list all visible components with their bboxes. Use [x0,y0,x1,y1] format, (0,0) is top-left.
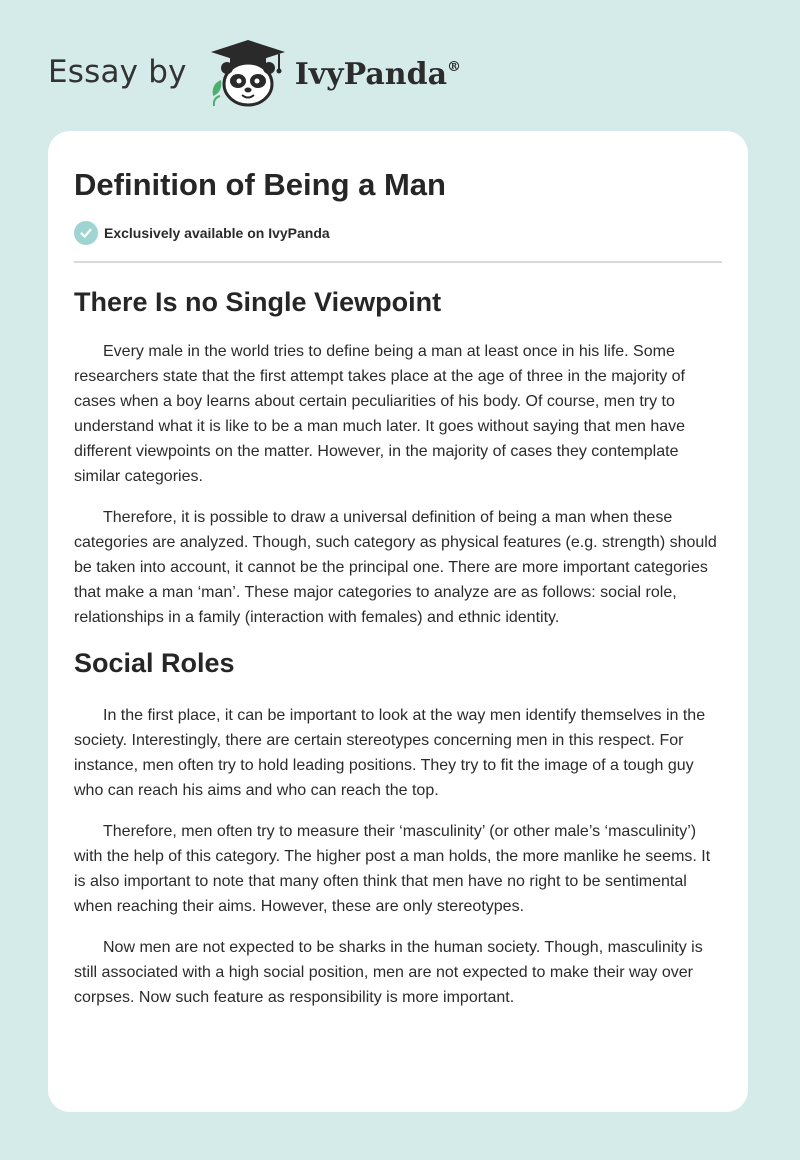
panda-logo-icon[interactable] [205,36,291,108]
essay-by-label: Essay by [48,54,187,90]
paragraph: Now men are not expected to be sharks in the human society. Though, masculinity is still associated with a high social position, men are not expected to make their way over corpses. Now such feature as responsibility is more important. [74,939,703,1006]
divider [74,261,722,263]
section-heading: Social Roles [74,648,235,678]
site-header [48,36,461,108]
paragraph: In the first place, it can be important to look at the way men identify themselves in the society. Interestingly, there are certain stereotypes concerning men in this respect. For instance, men often try to hold leading positions. They try to fit the image of a tough guy who can reach his aims and who can reach the top. [74,707,706,799]
paragraph: Therefore, it is possible to draw a universal definition of being a man when these categories are analyzed. Though, such category as physical features (e.g. strength) should be taken into account, it cannot be the principal one. There are more important categories that make a man ‘man’. These major categories to analyze are as follows: social role, relationships in a family (interaction with females) and ethnic identity. [74,509,717,626]
check-icon [74,221,98,245]
brand-name[interactable]: IvyPanda® [294,56,462,92]
registered-mark: ® [447,58,462,75]
paragraph: Every male in the world tries to define being a man at least once in his life. Some researchers state that the first attempt takes place at the age of three in the majority of cases when a boy learns about certain peculiarities of his body. Of course, men try to understand what it is like to be a man much later. It goes without saying that men have different viewpoints on the matter. However, in the majority of cases they contemplate similar categories. [74,343,686,485]
essay-title: Definition of Being a Man [74,167,446,202]
essay-body [74,285,724,1026]
exclusive-label: Exclusively available on IvyPanda [104,225,330,241]
paragraph: Therefore, men often try to measure their ‘masculinity’ (or other male’s ‘masculinity’) with the help of this category. The higher post a man holds, the more manlike he seems. It is also important to note that many often think that men have no right to be sentimental when reaching their aims. However, these are only stereotypes. [74,823,711,915]
section-heading: There Is no Single Viewpoint [74,287,442,317]
exclusive-badge [74,221,330,245]
essay-card [48,131,748,1112]
